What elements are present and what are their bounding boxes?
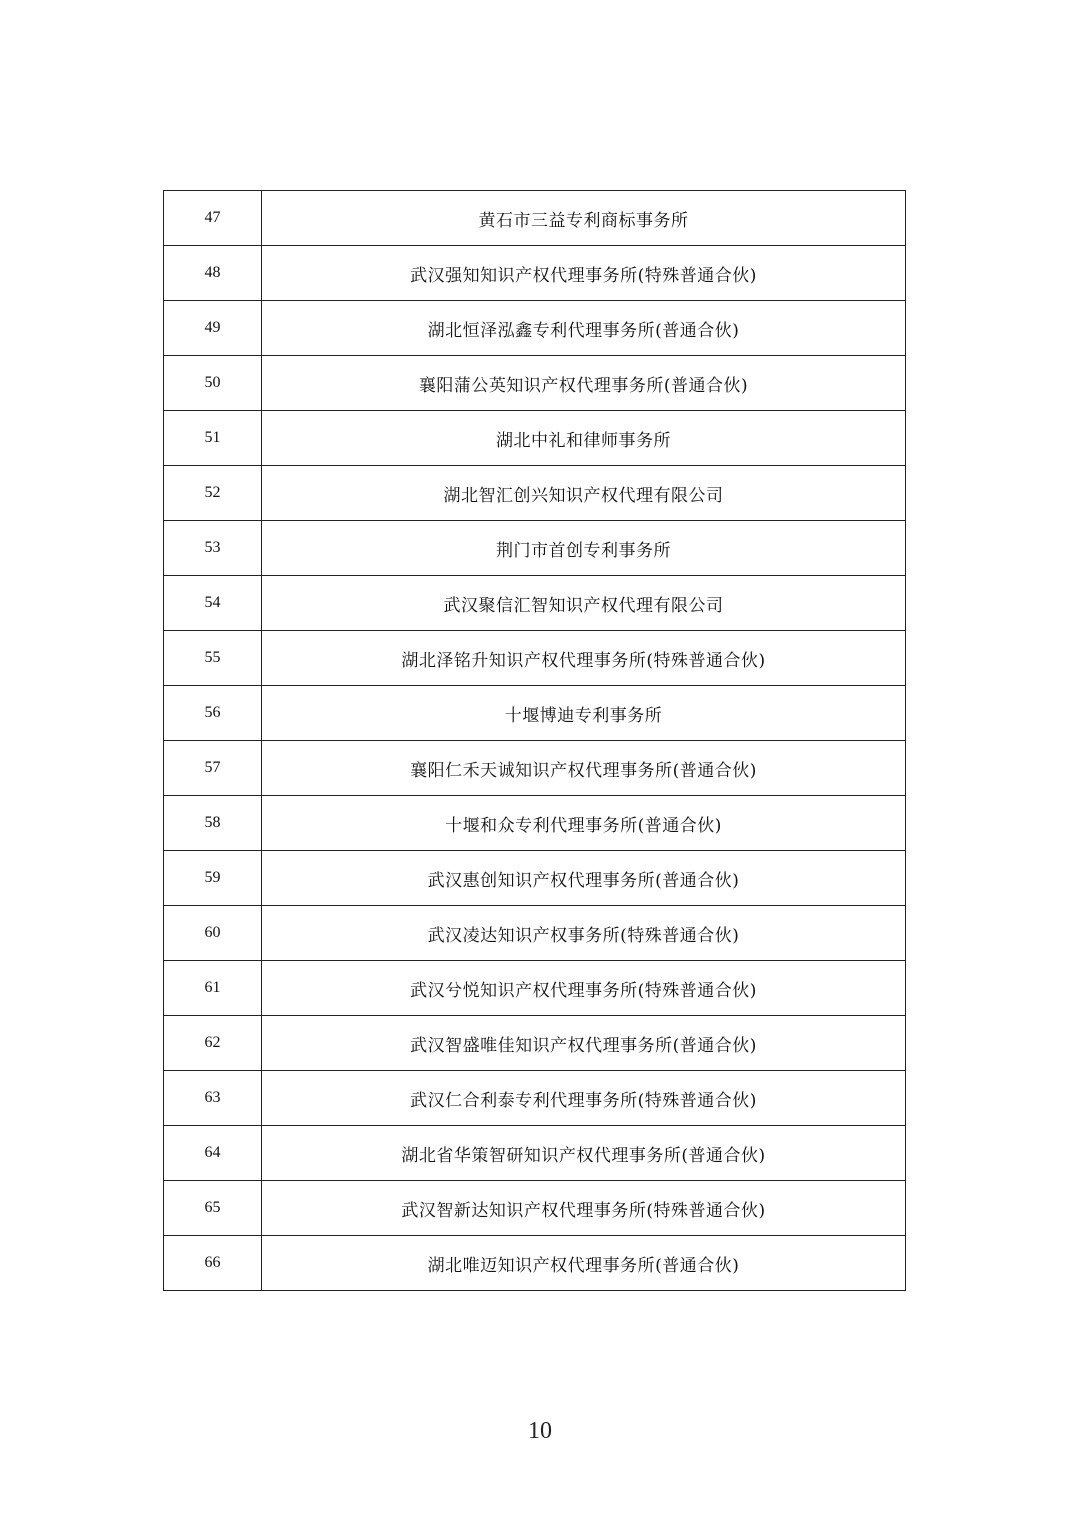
table-row <box>164 466 906 521</box>
row-number: 53 <box>164 521 262 576</box>
row-number: 62 <box>164 1016 262 1071</box>
row-number: 55 <box>164 631 262 686</box>
agency-name: 湖北恒泽泓鑫专利代理事务所(普通合伙) <box>262 301 906 356</box>
table-row <box>164 576 906 631</box>
table-row <box>164 1071 906 1126</box>
agency-name: 襄阳仁禾天诚知识产权代理事务所(普通合伙) <box>262 741 906 796</box>
table-row <box>164 961 906 1016</box>
agency-name: 武汉智新达知识产权代理事务所(特殊普通合伙) <box>262 1181 906 1236</box>
agency-table <box>163 190 906 1291</box>
table-row <box>164 246 906 301</box>
agency-name: 襄阳蒲公英知识产权代理事务所(普通合伙) <box>262 356 906 411</box>
agency-name: 湖北泽铭升知识产权代理事务所(特殊普通合伙) <box>262 631 906 686</box>
table-row <box>164 1181 906 1236</box>
row-number: 50 <box>164 356 262 411</box>
agency-name: 武汉兮悦知识产权代理事务所(特殊普通合伙) <box>262 961 906 1016</box>
agency-name: 武汉强知知识产权代理事务所(特殊普通合伙) <box>262 246 906 301</box>
row-number: 63 <box>164 1071 262 1126</box>
table-row <box>164 851 906 906</box>
row-number: 52 <box>164 466 262 521</box>
table-row <box>164 1126 906 1181</box>
table-row <box>164 1236 906 1291</box>
row-number: 61 <box>164 961 262 1016</box>
row-number: 58 <box>164 796 262 851</box>
agency-name: 武汉凌达知识产权事务所(特殊普通合伙) <box>262 906 906 961</box>
table-row <box>164 356 906 411</box>
agency-name: 湖北中礼和律师事务所 <box>262 411 906 466</box>
table-row <box>164 906 906 961</box>
agency-name: 黄石市三益专利商标事务所 <box>262 191 906 246</box>
agency-name: 武汉惠创知识产权代理事务所(普通合伙) <box>262 851 906 906</box>
row-number: 57 <box>164 741 262 796</box>
row-number: 66 <box>164 1236 262 1291</box>
agency-name: 荆门市首创专利事务所 <box>262 521 906 576</box>
row-number: 59 <box>164 851 262 906</box>
row-number: 56 <box>164 686 262 741</box>
row-number: 64 <box>164 1126 262 1181</box>
row-number: 49 <box>164 301 262 356</box>
agency-name: 湖北唯迈知识产权代理事务所(普通合伙) <box>262 1236 906 1291</box>
table-row <box>164 686 906 741</box>
table-row <box>164 741 906 796</box>
agency-name: 十堰和众专利代理事务所(普通合伙) <box>262 796 906 851</box>
table-row <box>164 796 906 851</box>
table-row <box>164 191 906 246</box>
row-number: 54 <box>164 576 262 631</box>
agency-name: 湖北省华策智研知识产权代理事务所(普通合伙) <box>262 1126 906 1181</box>
agency-table-body <box>164 191 906 1291</box>
table-row <box>164 301 906 356</box>
agency-name: 武汉聚信汇智知识产权代理有限公司 <box>262 576 906 631</box>
agency-name: 湖北智汇创兴知识产权代理有限公司 <box>262 466 906 521</box>
row-number: 48 <box>164 246 262 301</box>
row-number: 47 <box>164 191 262 246</box>
table-row <box>164 1016 906 1071</box>
row-number: 51 <box>164 411 262 466</box>
table-row <box>164 631 906 686</box>
agency-name: 武汉智盛唯佳知识产权代理事务所(普通合伙) <box>262 1016 906 1071</box>
page-number: 10 <box>528 1418 552 1444</box>
table-row <box>164 411 906 466</box>
agency-name: 十堰博迪专利事务所 <box>262 686 906 741</box>
agency-name: 武汉仁合利泰专利代理事务所(特殊普通合伙) <box>262 1071 906 1126</box>
row-number: 60 <box>164 906 262 961</box>
table-row <box>164 521 906 576</box>
row-number: 65 <box>164 1181 262 1236</box>
